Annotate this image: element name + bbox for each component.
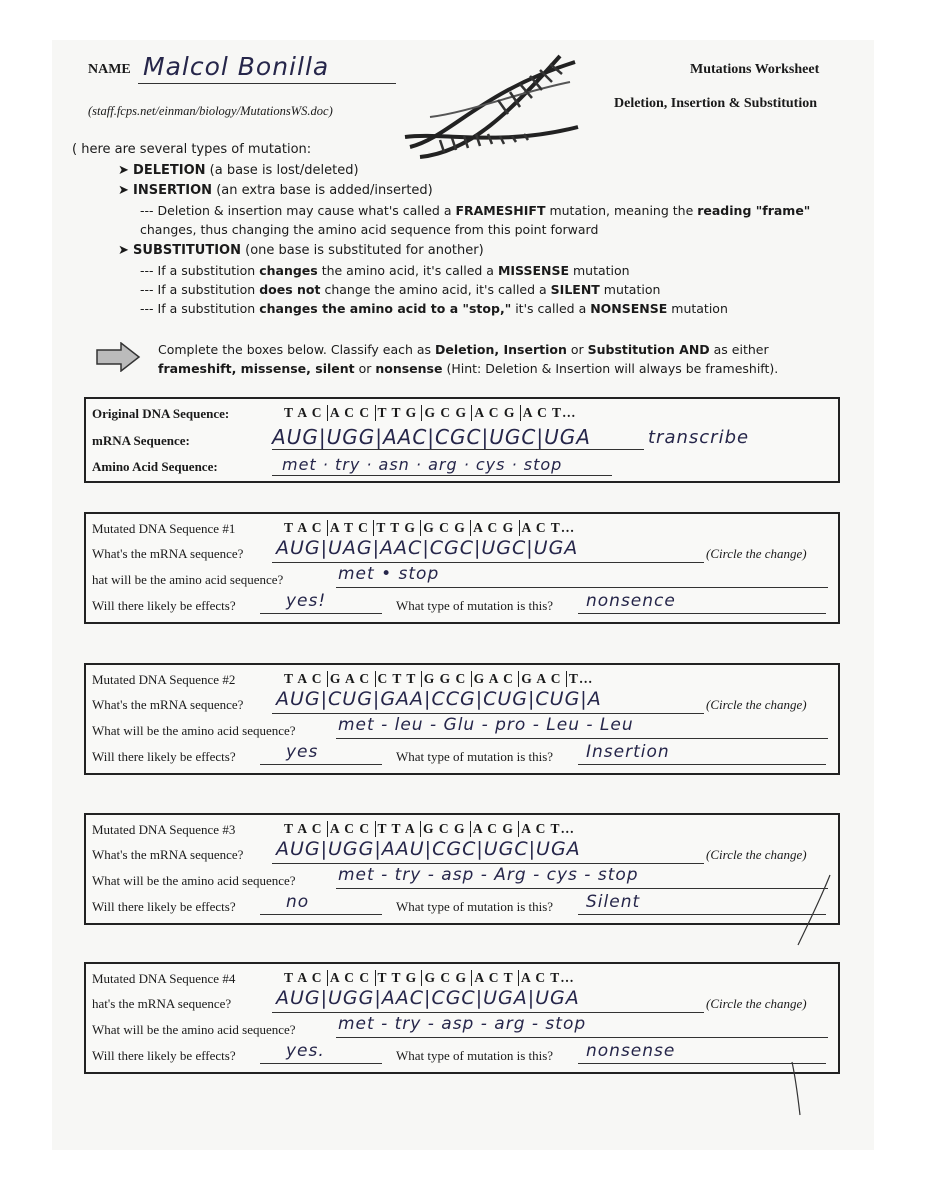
mrna-question: What's the mRNA sequence?	[92, 847, 244, 862]
pen-stroke	[790, 870, 840, 950]
effects-answer[interactable]: yes.	[286, 1041, 325, 1061]
mrna-answer[interactable]: AUG|UAG|AAC|CGC|UGC|UGA	[276, 537, 579, 559]
mutation-title: Mutated DNA Sequence #3	[92, 822, 236, 837]
arrow-icon	[95, 342, 141, 372]
mutation-box-2	[84, 663, 840, 775]
amino-answer[interactable]: met - leu - Glu - pro - Leu - Leu	[338, 715, 634, 735]
circle-change-note: (Circle the change)	[706, 847, 807, 862]
effects-answer[interactable]: no	[286, 892, 310, 912]
mutation-title: Mutated DNA Sequence #2	[92, 672, 236, 687]
page-subtitle: Deletion, Insertion & Substitution	[614, 96, 818, 111]
mutated-dna-codons: T A C A T C T T G G C G A C G A C T…	[284, 520, 576, 535]
effects-answer[interactable]: yes!	[286, 591, 327, 611]
original-amino-line	[272, 475, 612, 476]
mutated-dna-codons: T A C A C C T T A G C G A C G A C T…	[284, 821, 576, 836]
mrna-answer-line	[272, 562, 704, 563]
type-answer[interactable]: Silent	[586, 892, 641, 912]
type-question: What type of mutation is this?	[396, 598, 554, 613]
silent-note: --- If a substitution does not change the amino acid, it's called a SILENT mutation	[140, 282, 661, 297]
original-mrna-label: mRNA Sequence:	[92, 433, 190, 448]
instructions-line2: frameshift, missense, silent or nonsense (Hint: Deletion & Insertion will always be frameshift).	[158, 361, 779, 376]
transcribe-note: transcribe	[648, 427, 750, 448]
mrna-question: What's the mRNA sequence?	[92, 546, 244, 561]
nonsense-note: --- If a substitution changes the amino acid to a "stop," it's called a NONSENSE mutation	[140, 301, 728, 316]
missense-note: --- If a substitution changes the amino acid, it's called a MISSENSE mutation	[140, 263, 630, 278]
original-mrna-value: AUG|UGG|AAC|CGC|UGC|UGA	[272, 425, 591, 449]
mutation-box-1	[84, 512, 840, 624]
mrna-answer-line	[272, 713, 704, 714]
original-mrna-line	[272, 449, 644, 450]
name-label: NAME	[88, 62, 131, 77]
effects-question: Will there likely be effects?	[92, 899, 236, 914]
original-dna-codons: T A C A C C T T G G C G A C G A C T…	[284, 405, 577, 420]
source-path: (staff.fcps.net/einman/biology/MutationsWS.doc)	[88, 104, 333, 118]
mrna-answer[interactable]: AUG|UGG|AAC|CGC|UGA|UGA	[276, 987, 580, 1009]
type-answer-line	[578, 914, 826, 915]
mrna-answer-line	[272, 863, 704, 864]
mutation-box-4	[84, 962, 840, 1074]
type-answer[interactable]: nonsense	[586, 1041, 676, 1061]
deletion-item: ➤ DELETION (a base is lost/deleted)	[118, 163, 359, 178]
effects-question: Will there likely be effects?	[92, 598, 236, 613]
student-name: Malcol Bonilla	[143, 52, 330, 81]
circle-change-note: (Circle the change)	[706, 996, 807, 1011]
original-amino-value: met · try · asn · arg · cys · stop	[282, 455, 563, 474]
frameshift-note: --- Deletion & insertion may cause what's called a FRAMESHIFT mutation, meaning the reading "frame"	[140, 203, 811, 218]
substitution-item: ➤ SUBSTITUTION (one base is substituted for another)	[118, 243, 484, 258]
amino-question: What will be the amino acid sequence?	[92, 723, 296, 738]
mrna-answer-line	[272, 1012, 704, 1013]
mrna-answer[interactable]: AUG|UGG|AAU|CGC|UGC|UGA	[276, 838, 581, 860]
effects-answer-line	[260, 764, 382, 765]
type-answer-line	[578, 613, 826, 614]
type-answer[interactable]: Insertion	[586, 742, 670, 762]
effects-question: Will there likely be effects?	[92, 1048, 236, 1063]
mutated-dna-codons: T A C A C C T T G G C G A C T A C T…	[284, 970, 575, 985]
original-sequence-box	[84, 397, 840, 483]
type-answer[interactable]: nonsence	[586, 591, 676, 611]
mrna-question: What's the mRNA sequence?	[92, 697, 244, 712]
type-answer-line	[578, 764, 826, 765]
intro-lead: ( here are several types of mutation:	[72, 142, 312, 157]
original-amino-label: Amino Acid Sequence:	[92, 459, 218, 474]
original-dna-label: Original DNA Sequence:	[92, 406, 230, 421]
circle-change-note: (Circle the change)	[706, 546, 807, 561]
instructions-line1: Complete the boxes below. Classify each as Deletion, Insertion or Substitution AND as either	[158, 342, 769, 357]
amino-answer-line	[336, 738, 828, 739]
type-question: What type of mutation is this?	[396, 749, 554, 764]
type-question: What type of mutation is this?	[396, 1048, 554, 1063]
effects-answer-line	[260, 914, 382, 915]
amino-answer[interactable]: met - try - asp - Arg - cys - stop	[338, 865, 639, 885]
amino-answer[interactable]: met • stop	[338, 564, 440, 584]
dna-helix-illustration	[400, 52, 582, 162]
mutated-dna-codons: T A C G A C C T T G G C G A C G A C T…	[284, 671, 594, 686]
page-title: Mutations Worksheet	[690, 62, 820, 77]
circle-change-note: (Circle the change)	[706, 697, 807, 712]
amino-question: What will be the amino acid sequence?	[92, 1022, 296, 1037]
amino-answer-line	[336, 888, 828, 889]
mutation-title: Mutated DNA Sequence #4	[92, 971, 236, 986]
effects-answer[interactable]: yes	[286, 742, 319, 762]
effects-answer-line	[260, 1063, 382, 1064]
mrna-question: hat's the mRNA sequence?	[92, 996, 232, 1011]
type-question: What type of mutation is this?	[396, 899, 554, 914]
insertion-item: ➤ INSERTION (an extra base is added/inserted)	[118, 183, 433, 198]
mrna-answer[interactable]: AUG|CUG|GAA|CCG|CUG|CUG|A	[276, 688, 602, 710]
pen-stroke-2	[782, 1060, 812, 1120]
amino-question: hat will be the amino acid sequence?	[92, 572, 284, 587]
frameshift-note-2: changes, thus changing the amino acid sequence from this point forward	[140, 222, 599, 237]
effects-question: Will there likely be effects?	[92, 749, 236, 764]
amino-answer-line	[336, 1037, 828, 1038]
amino-answer[interactable]: met - try - asp - arg - stop	[338, 1014, 587, 1034]
name-line	[138, 83, 396, 84]
effects-answer-line	[260, 613, 382, 614]
amino-question: What will be the amino acid sequence?	[92, 873, 296, 888]
mutation-title: Mutated DNA Sequence #1	[92, 521, 236, 536]
mutation-box-3	[84, 813, 840, 925]
amino-answer-line	[336, 587, 828, 588]
